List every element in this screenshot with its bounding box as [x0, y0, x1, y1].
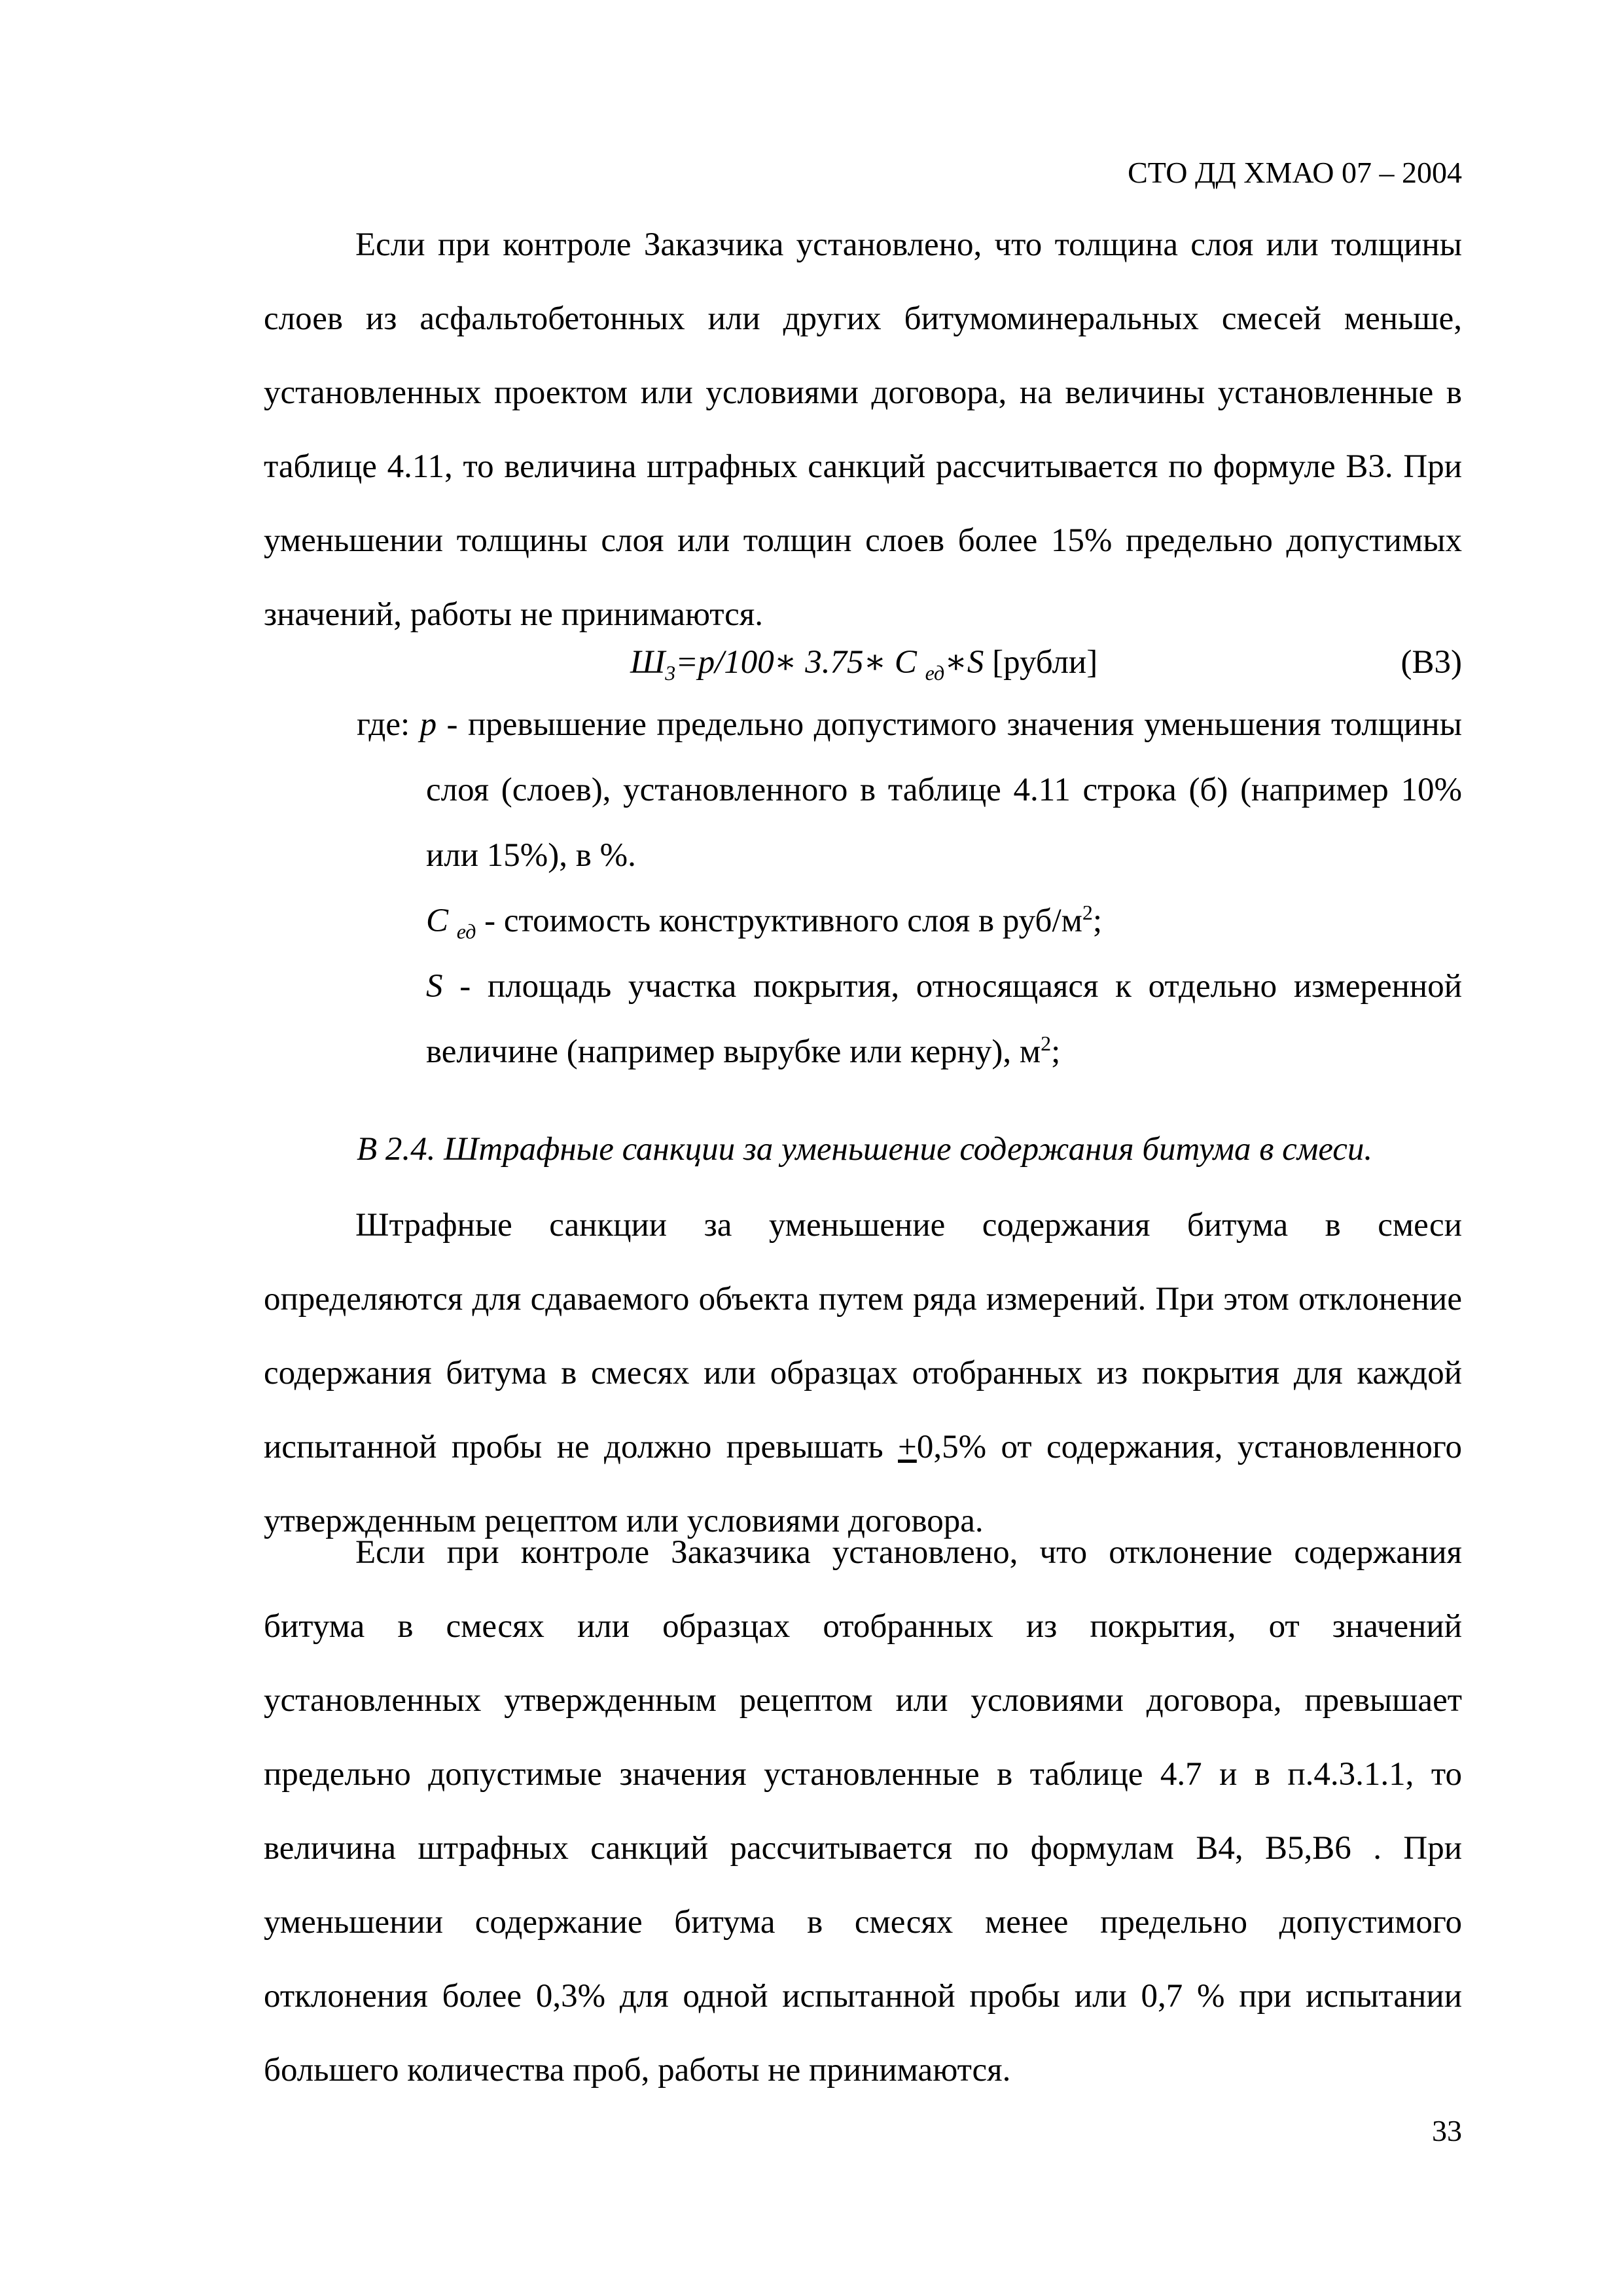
- formula-lhs: Ш: [630, 644, 666, 681]
- where-definitions: [357, 692, 1462, 1085]
- where-intro: где:: [357, 706, 420, 743]
- definition-s: [357, 954, 1462, 1085]
- definition-s-text: - площадь участка покрытия, относящаяся к отдельно измеренной величине (например вырубке или керну), м: [426, 968, 1462, 1070]
- formula-lhs-subscript: 3: [665, 661, 676, 685]
- section-title: В 2.4. Штрафные санкции за уменьшение содержания битума в смеси.: [357, 1131, 1373, 1168]
- paragraph-thickness: [264, 208, 1462, 652]
- symbol-c-subscript: ед: [456, 920, 476, 944]
- formula-times: ∗: [944, 644, 967, 681]
- formula-number: (В3): [1400, 644, 1462, 681]
- symbol-s: S: [426, 968, 443, 1005]
- definition-p: [357, 692, 1462, 888]
- paragraph-text: Если при контроле Заказчика установлено, что толщина слоя или толщины слоев из асфальтобетонных или других битумоминеральных смесей меньше, установленных проектом или условиями договора, на величины установленные в таблице 4.11, то величина штрафных санкций рассчитывается по формуле В3. При уменьшении толщины слоя или толщин слоев более 15% предельно допустимых значений, работы не принимаются.: [264, 226, 1462, 633]
- plus-minus-sign: +: [898, 1429, 917, 1465]
- paragraph-text-part: 0,5% от содержания, установленного утвержденным рецептом или условиями договора.: [264, 1429, 1462, 1539]
- paragraph-text-part: Штрафные санкции за уменьшение содержания битума в смеси определяются для сдаваемого объекта путем ряда измерений. При этом отклонение содержания битума в смесях или образцах отобранных из покрытия для каждой испытанной пробы не должно превышать: [264, 1207, 1462, 1465]
- formula-expression: [630, 643, 1098, 685]
- page-number: 33: [1432, 2114, 1462, 2147]
- paragraph-text: [264, 1189, 1462, 1558]
- symbol-p: p: [419, 706, 437, 743]
- definition-s-superscript: 2: [1041, 1031, 1052, 1055]
- definition-c: [357, 888, 1462, 954]
- formula-s: S: [967, 644, 984, 681]
- definition-p-text: - превышение предельно допустимого значения уменьшения толщины слоя (слоев), установленного в таблице 4.11 строка (б) (например 10% или 15%), в %.: [426, 706, 1462, 874]
- page-header: СТО ДД ХМАО 07 – 2004: [1128, 156, 1462, 189]
- definition-c-superscript: 2: [1082, 901, 1093, 924]
- symbol-c: С: [426, 903, 449, 939]
- paragraph-control: [264, 1516, 1462, 2108]
- formula-unit: [рубли]: [984, 644, 1098, 681]
- definition-c-text: - стоимость конструктивного слоя в руб/м: [476, 903, 1082, 939]
- paragraph-text: Если при контроле Заказчика установлено, что отклонение содержания битума в смесях или образцах отобранных из покрытия, от значений установленных утвержденным рецептом или условиями договора, превышает предельно допустимые значения установленные в таблице 4.7 и в п.4.3.1.1, то величина штрафных санкций рассчитывается по формулам В4, В5,В6 . При уменьшении содержание битума в смесях менее предельно допустимого отклонения более 0,3% для одной испытанной пробы или 0,7 % при испытании большего количества проб, работы не принимаются.: [264, 1534, 1462, 2089]
- paragraph-bitumen: [264, 1189, 1462, 1558]
- formula-ced-subscript: ед: [925, 661, 945, 685]
- definition-c-end: ;: [1092, 903, 1103, 939]
- definition-s-end: ;: [1051, 1033, 1061, 1070]
- formula-body: =p/100∗ 3.75∗ C: [675, 644, 917, 681]
